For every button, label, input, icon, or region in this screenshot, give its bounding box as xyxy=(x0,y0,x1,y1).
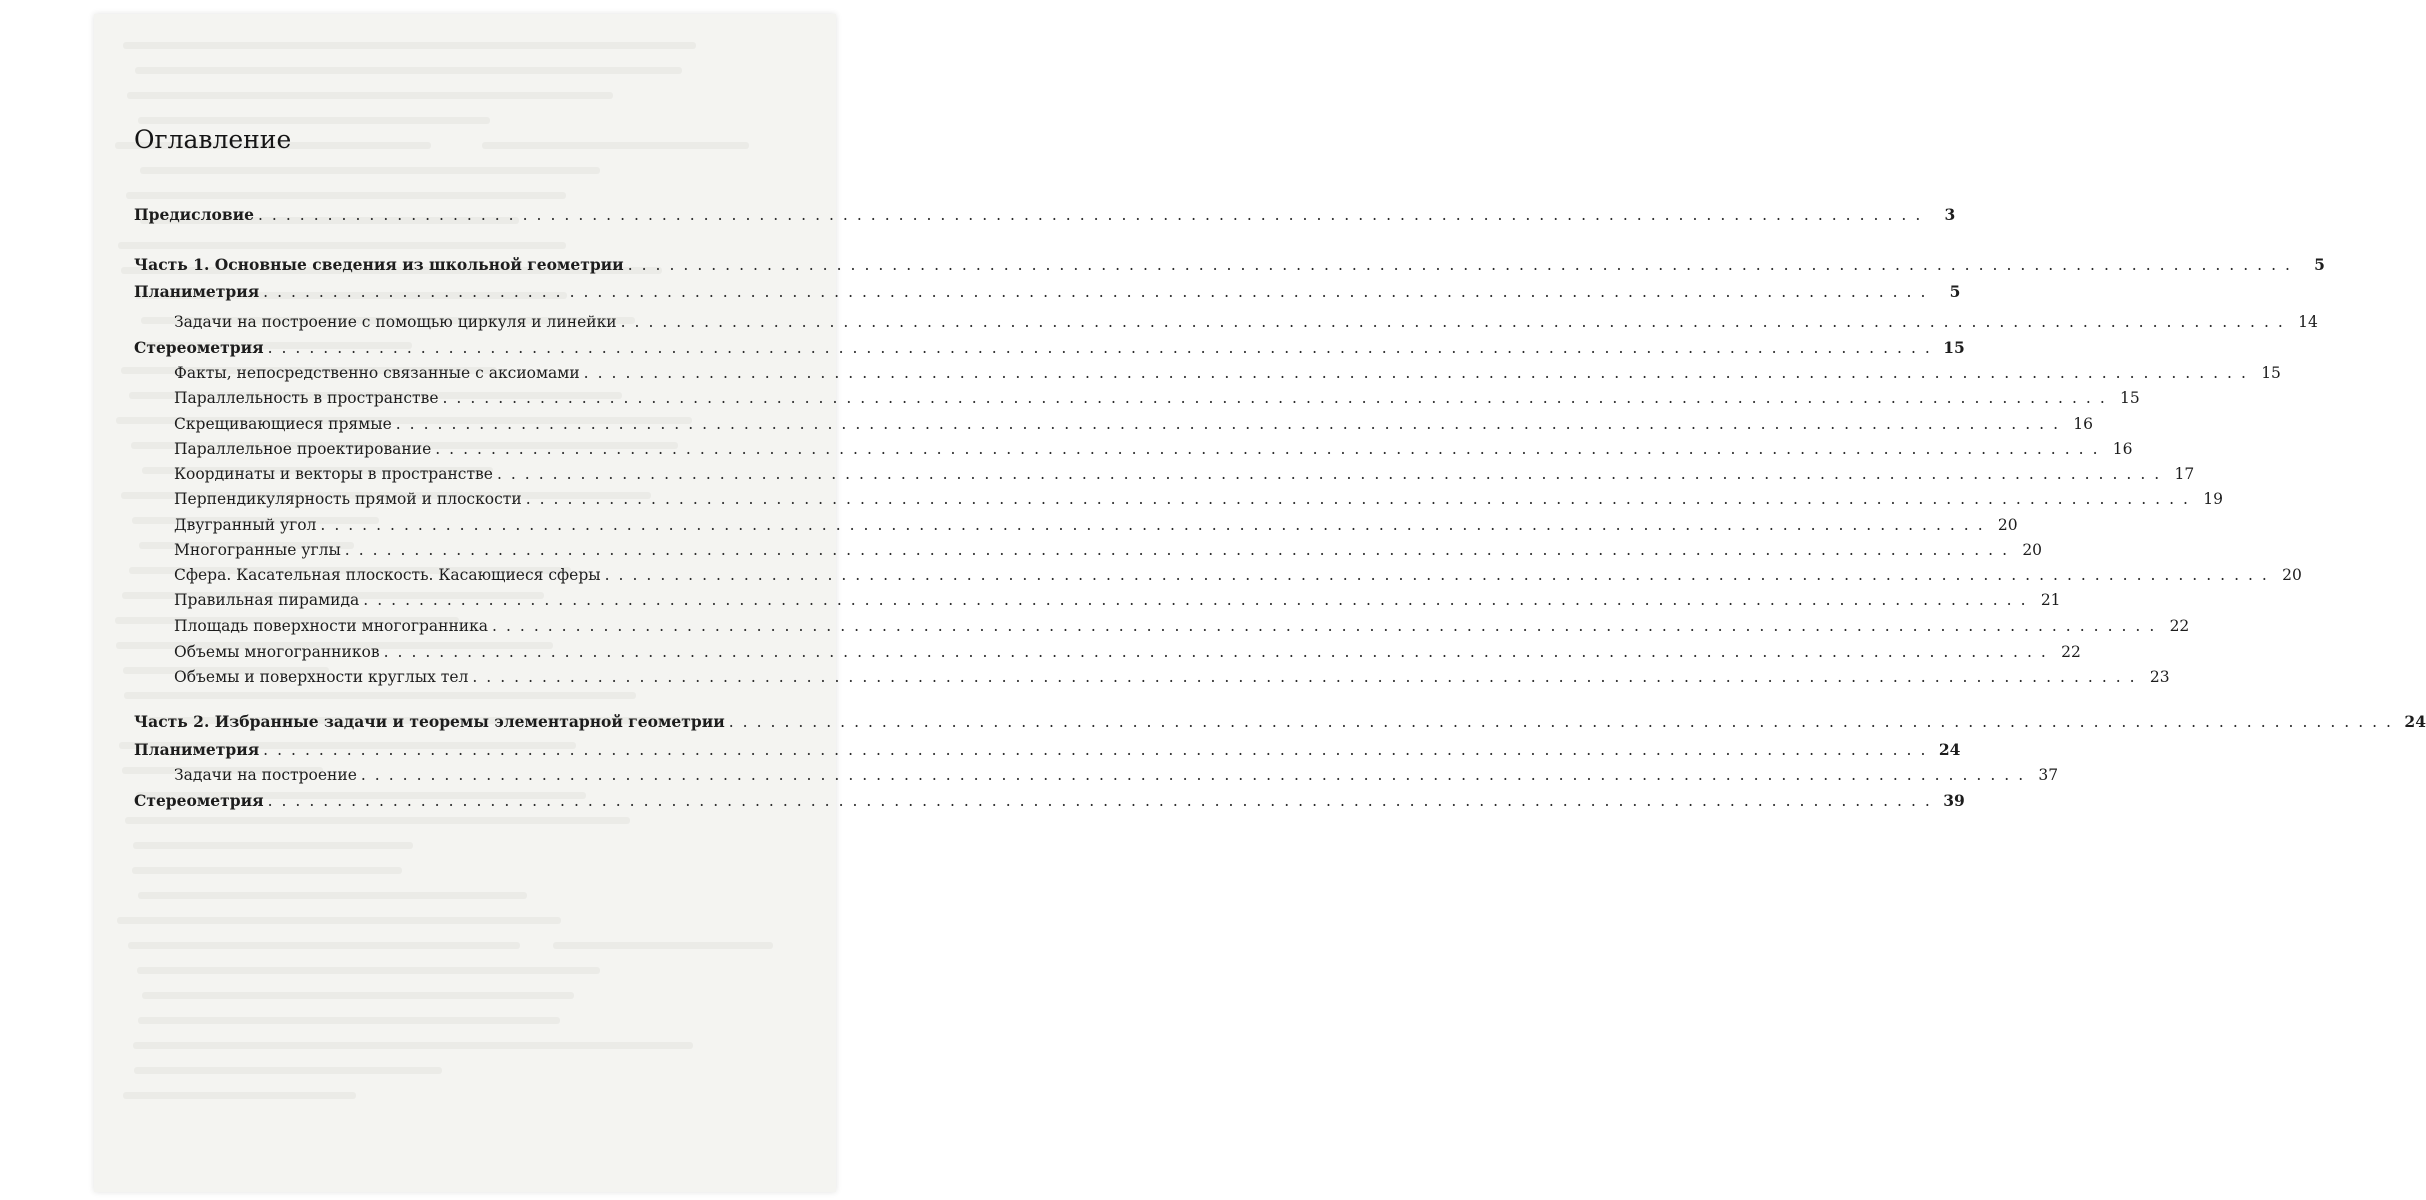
toc-entry-page: 5 xyxy=(2314,255,2325,274)
toc-dot-leader: ........................................................................................................................ xyxy=(395,415,2067,433)
toc-entry-page: 15 xyxy=(2261,364,2281,382)
toc-entry xyxy=(134,739,1961,761)
toc-entry-page: 21 xyxy=(2040,591,2061,609)
toc-entry-page: 15 xyxy=(2120,389,2140,407)
toc-entry xyxy=(134,362,2281,384)
toc-dot-leader: ........................................................................................................................ xyxy=(583,364,2255,382)
toc-entry-label: Перпендикулярность прямой и плоскости xyxy=(174,490,522,508)
toc-entry-label: Параллельное проектирование xyxy=(174,440,432,458)
toc-entry xyxy=(134,311,2318,333)
toc-entry-label: Многогранные углы xyxy=(174,541,341,559)
toc-entry-page: 39 xyxy=(1943,791,1965,810)
toc-entry xyxy=(134,641,2081,663)
toc-entry-label: Объемы многогранников xyxy=(174,643,380,661)
toc-dot-leader: ........................................................................................................................ xyxy=(258,206,1930,224)
toc-dot-leader: ........................................................................................................................ xyxy=(525,490,2197,508)
toc-entry xyxy=(134,463,2195,485)
toc-entry-label: Двугранный угол xyxy=(174,516,317,534)
toc-dot-leader: ........................................................................................................................ xyxy=(435,440,2107,458)
toc-entry xyxy=(134,514,2018,536)
toc-dot-leader: ........................................................................................................................ xyxy=(620,313,2292,331)
toc-dot-leader: ........................................................................................................................ xyxy=(267,792,1939,810)
toc-entry-page: 17 xyxy=(2174,465,2195,483)
toc-entry-label: Объемы и поверхности круглых тел xyxy=(174,668,469,686)
toc-entry-page: 37 xyxy=(2038,766,2059,784)
toc-entry xyxy=(134,488,2223,510)
toc-dot-leader: ........................................................................................................................ xyxy=(263,741,1935,759)
toc-dot-leader: ........................................................................................................................ xyxy=(344,541,2017,559)
toc-entry-page: 3 xyxy=(1944,205,1956,224)
toc-dot-leader: ........................................................................................................................ xyxy=(363,591,2035,609)
toc-entry xyxy=(134,539,2043,561)
toc-title: Оглавление xyxy=(134,125,292,154)
toc-entry-page: 24 xyxy=(2404,712,2426,731)
toc-entry-label: Скрещивающиеся прямые xyxy=(174,415,392,433)
toc-dot-leader: ........................................................................................................................ xyxy=(360,766,2033,784)
toc-entry xyxy=(134,254,2325,276)
toc-entry-label: Часть 2. Избранные задачи и теоремы элементарной геометрии xyxy=(134,712,725,731)
toc-entry-label: Площадь поверхности многогранника xyxy=(174,617,489,635)
toc-entry-page: 14 xyxy=(2298,313,2318,331)
toc-entry-page: 22 xyxy=(2169,617,2190,635)
toc-entry-page: 5 xyxy=(1949,282,1961,301)
toc-entry-page: 16 xyxy=(2112,440,2133,458)
toc-entry xyxy=(134,711,2426,733)
toc-entry-label: Правильная пирамида xyxy=(174,591,360,609)
toc-entry-label: Стереометрия xyxy=(134,338,264,357)
toc-entry-page: 23 xyxy=(2149,668,2170,686)
toc-dot-leader: ........................................................................................................................ xyxy=(472,668,2144,686)
toc-entry xyxy=(134,281,1961,303)
toc-entry-label: Часть 1. Основные сведения из школьной геометрии xyxy=(134,255,624,274)
toc-dot-leader: ........................................................................................................................ xyxy=(604,566,2276,584)
toc-entry xyxy=(134,589,2061,611)
toc-entry xyxy=(134,790,1965,812)
toc-entry-label: Параллельность в пространстве xyxy=(174,389,439,407)
toc-dot-leader: ........................................................................................................................ xyxy=(496,465,2169,483)
toc-entry-page: 19 xyxy=(2203,490,2223,508)
toc-dot-leader: ........................................................................................................................ xyxy=(267,339,1939,357)
toc-entry-page: 20 xyxy=(1997,516,2018,534)
toc-dot-leader: ........................................................................................................................ xyxy=(492,617,2164,635)
toc-entry-label: Стереометрия xyxy=(134,791,264,810)
toc-entry xyxy=(134,413,2093,435)
toc-dot-leader: ........................................................................................................................ xyxy=(627,256,2299,274)
toc-dot-leader: ........................................................................................................................ xyxy=(442,389,2114,407)
toc-entry-label: Предисловие xyxy=(134,205,254,224)
toc-entry xyxy=(134,615,2190,637)
toc-entry xyxy=(134,387,2140,409)
toc-entry-page: 20 xyxy=(2022,541,2043,559)
toc-dot-leader: ........................................................................................................................ xyxy=(383,643,2055,661)
toc-entry-label: Задачи на построение xyxy=(174,766,357,784)
book-page xyxy=(94,14,2426,1192)
toc-entry xyxy=(134,564,2302,586)
toc-dot-leader: ........................................................................................................................ xyxy=(320,516,1992,534)
toc-entry xyxy=(134,337,1965,359)
toc-entry xyxy=(134,764,2059,786)
toc-entry-label: Планиметрия xyxy=(134,282,260,301)
toc-entry-page: 22 xyxy=(2061,643,2081,661)
toc-entry-label: Задачи на построение с помощью циркуля и линейки xyxy=(174,313,617,331)
toc-entry-page: 15 xyxy=(1943,338,1965,357)
toc-entry-label: Планиметрия xyxy=(134,740,260,759)
toc-entry-page: 16 xyxy=(2073,415,2093,433)
toc-dot-leader: ........................................................................................................................ xyxy=(728,713,2400,731)
toc-entry-page: 24 xyxy=(1938,740,1961,759)
toc-entry xyxy=(134,666,2170,688)
toc-entry-page: 20 xyxy=(2282,566,2302,584)
toc-entry-label: Факты, непосредственно связанные с аксиомами xyxy=(174,364,580,382)
toc-dot-leader: ........................................................................................................................ xyxy=(263,283,1935,301)
toc-entry-label: Сфера. Касательная плоскость. Касающиеся сферы xyxy=(174,566,601,584)
toc-entry-label: Координаты и векторы в пространстве xyxy=(174,465,493,483)
toc-entry xyxy=(134,438,2133,460)
toc-entry xyxy=(134,204,1956,226)
